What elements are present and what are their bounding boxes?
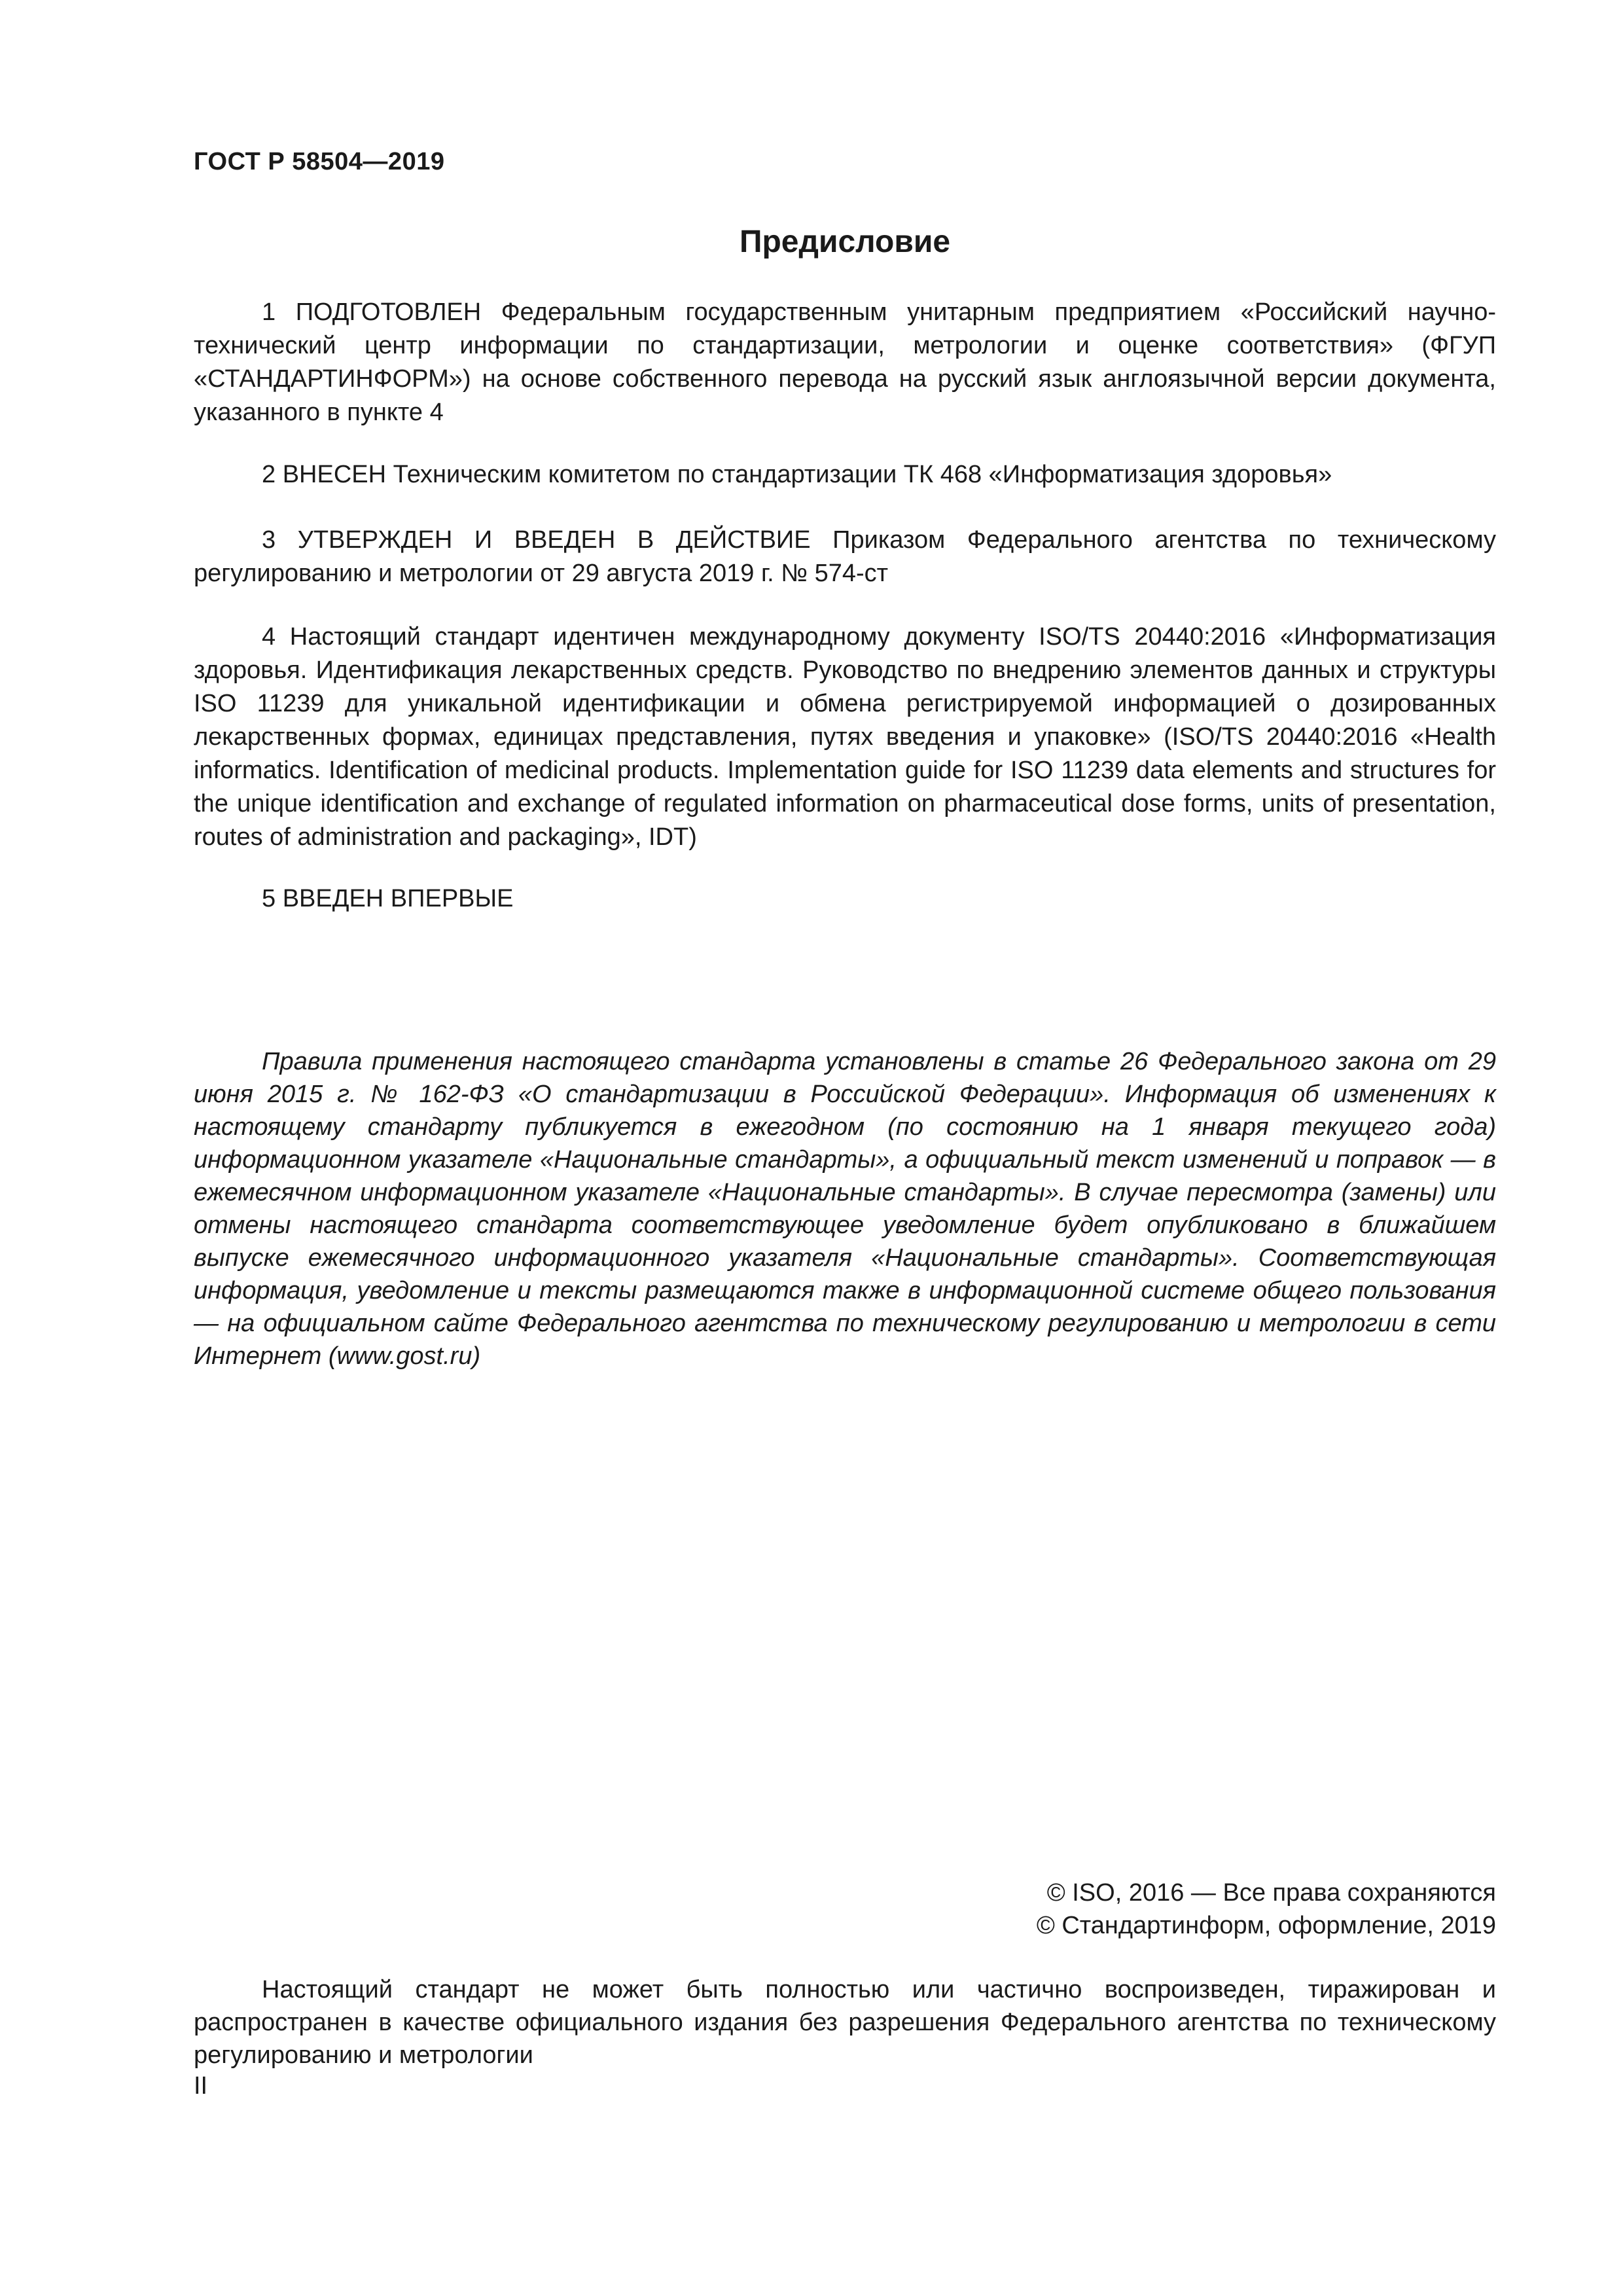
reproduction-notice: Настоящий стандарт не может быть полностью или частично воспроизведен, тиражирован и распространен в качестве официального издания без разрешения Федерального агентства по техническому регулированию и метрологии: [194, 1976, 1496, 2069]
foreword-item-submitted: 2 ВНЕСЕН Техническим комитетом по стандартизации ТК 468 «Информатизация здоровья»: [262, 461, 1332, 488]
page-number: II: [194, 2072, 208, 2100]
foreword-item-introduced: 5 ВВЕДЕН ВПЕРВЫЕ: [262, 885, 514, 912]
foreword-item-approved: 3 УТВЕРЖДЕН И ВВЕДЕН В ДЕЙСТВИЕ Приказом Федерального агентства по техническому регулированию и метрологии от 29 августа 2019 г. № 574-ст: [194, 526, 1496, 587]
foreword-item-identical: 4 Настоящий стандарт идентичен международному документу ISO/TS 20440:2016 «Информатизация здоровья. Идентификация лекарственных средств. Руководство по внедрению элементов данных и структуры ISO 11239 для уникальной идентификации и обмена регистрируемой информацией о дозированных лекарственных формах, единицах представления, путях введения и упаковке» (ISO/TS 20440:2016 «Health informatics. Identification of medicinal products. Implementation guide for ISO 11239 data elements and structures for the unique identification and exchange of regulated information on pharmaceutical dose forms, units of presentation, routes of administration and packaging», IDT): [194, 623, 1496, 851]
page-title: Предисловие: [739, 224, 951, 259]
copyright-iso: © ISO, 2016 — Все права сохраняются: [1046, 1879, 1496, 1907]
document-code: ГОСТ Р 58504—2019: [194, 148, 445, 175]
copyright-standartinform: © Стандартинформ, оформление, 2019: [1036, 1912, 1496, 1939]
application-rules-notice: Правила применения настоящего стандарта установлены в статье 26 Федерального закона от 29 июня 2015 г. № 162-ФЗ «О стандартизации в Российской Федерации». Информация об изменениях к настоящему стандарту публикуется в ежегодном (по состоянию на 1 января текущего года) информационном указателе «Национальные стандарты», а официальный текст изменений и поправок — в ежемесячном информационном указателе «Национальные стандарты». В случае пересмотра (замены) или отмены настоящего стандарта соответствующее уведомление будет опубликовано в ближайшем выпуске ежемесячного информационного указателя «Национальные стандарты». Соответствующая информация, уведомление и тексты размещаются также в информационной системе общего пользования — на официальном сайте Федерального агентства по техническому регулированию и метрологии в сети Интернет (www.gost.ru): [194, 1048, 1496, 1370]
foreword-item-prepared: 1 ПОДГОТОВЛЕН Федеральным государственным унитарным предприятием «Российский научно-технический центр информации по стандартизации, метрологии и оценке соответствия» (ФГУП «СТАНДАРТИНФОРМ») на основе собственного перевода на русский язык англоязычной версии документа, указанного в пункте 4: [194, 298, 1496, 426]
copyright-block: [1037, 1876, 1496, 1942]
